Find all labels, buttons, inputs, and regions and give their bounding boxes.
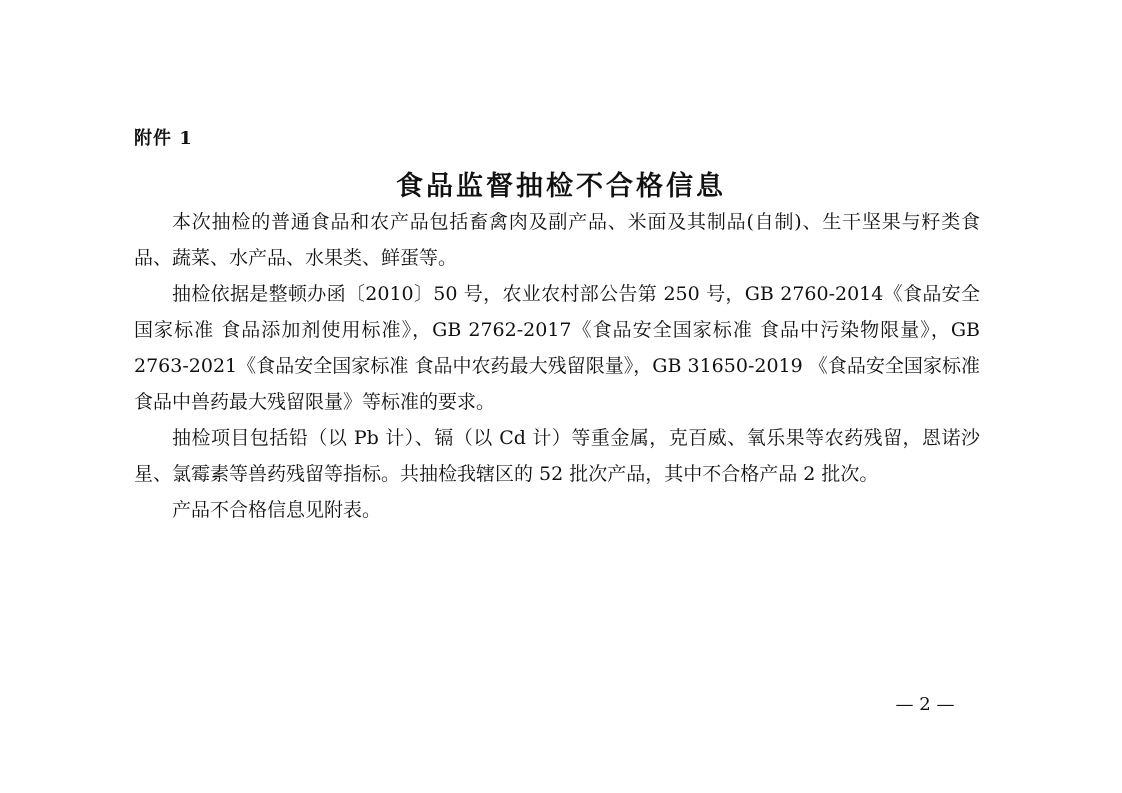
- paragraph-reference: 产品不合格信息见附表。: [172, 499, 382, 521]
- paragraph-scope: 本次抽检的普通食品和农产品包括畜禽肉及副产品、米面及其制品(自制)、生干坚果与籽类食品、蔬菜、水产品、水果类、鲜蛋等。: [134, 211, 980, 269]
- attachment-label: 附件 1: [134, 128, 193, 149]
- paragraph-items: 抽检项目包括铅（以 Pb 计）、镉（以 Cd 计）等重金属，克百威、氧乐果等农药残留，恩诺沙星、氯霉素等兽药残留等指标。共抽检我辖区的 52 批次产品，其中不合格产品 2 批次。: [134, 427, 980, 485]
- document-body: [134, 204, 980, 528]
- document-title: 食品监督抽检不合格信息: [396, 171, 726, 202]
- paragraph-basis: 抽检依据是整顿办函〔2010〕50 号，农业农村部公告第 250 号，GB 2760-2014《食品安全国家标准 食品添加剂使用标准》，GB 2762-2017《食品安全国家标准 食品中污染物限量》，GB 2763-2021《食品安全国家标准 食品中农药最大残留限量》，GB 31650-2019 《食品安全国家标准 食品中兽药最大残留限量》等标准的要求。: [134, 283, 980, 413]
- page-number: — 2 —: [895, 694, 955, 715]
